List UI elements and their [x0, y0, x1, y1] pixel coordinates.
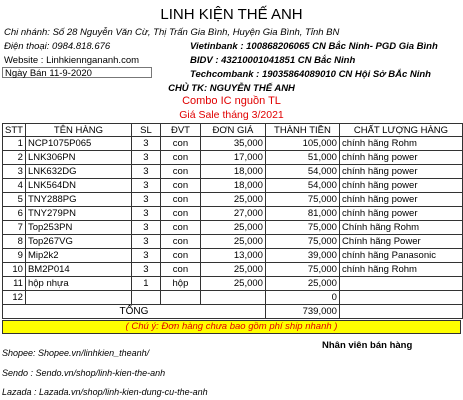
- cell-quality: chính hãng Rohm: [339, 263, 462, 277]
- sale-title: Giá Sale tháng 3/2021: [179, 109, 284, 121]
- table-row: [3, 137, 463, 151]
- cell-unit: con: [160, 207, 200, 221]
- cell-stt: 5: [3, 193, 26, 207]
- techcombank-account: Techcombank : 19035864089010 CN Hội Sở BẮc Ninh: [190, 69, 431, 80]
- cell-unit: con: [160, 137, 200, 151]
- lazada-link[interactable]: Lazada : Lazada.vn/shop/linh-kien-dung-cu-the-anh: [2, 387, 208, 397]
- cell-stt: 2: [3, 151, 26, 165]
- total-label: TỔNG: [3, 305, 266, 319]
- cell-item-name: Top253PN: [25, 221, 131, 235]
- cell-unit-price: 13,000: [200, 249, 265, 263]
- cell-qty: 1: [131, 277, 160, 291]
- cell-quality: chính hãng Rohm: [339, 137, 462, 151]
- cell-unit: hộp: [160, 277, 200, 291]
- cell-item-name: Top267VG: [25, 235, 131, 249]
- cell-qty: 3: [131, 151, 160, 165]
- shop-title: LINH KIỆN THẾ ANH: [160, 6, 303, 23]
- cell-unit-price: [200, 291, 265, 305]
- cell-unit-price: 17,000: [200, 151, 265, 165]
- cell-unit: con: [160, 235, 200, 249]
- cell-unit-price: 25,000: [200, 235, 265, 249]
- header-unit: ĐVT: [160, 124, 200, 137]
- table-row: [3, 235, 463, 249]
- sale-date: Ngày Bán 11-9-2020: [2, 67, 152, 78]
- table-row: [3, 193, 463, 207]
- cell-unit-price: 25,000: [200, 277, 265, 291]
- cell-quality: [339, 277, 462, 291]
- cell-stt: 4: [3, 179, 26, 193]
- cell-stt: 11: [3, 277, 26, 291]
- total-value: 739,000: [265, 305, 339, 319]
- cell-item-name: BM2P014: [25, 263, 131, 277]
- cell-unit-price: 25,000: [200, 221, 265, 235]
- cell-amount: 75,000: [265, 221, 339, 235]
- cell-qty: [131, 291, 160, 305]
- cell-amount: 75,000: [265, 193, 339, 207]
- cell-quality: chính hãng power: [339, 193, 462, 207]
- cell-quality: chính hãng power: [339, 151, 462, 165]
- branch-address: Chi nhánh: Số 28 Nguyễn Văn Cừ, Thị Trấn Gia Bình, Huyện Gia Bình, Tỉnh BN: [4, 27, 340, 38]
- header-item-name: TÊN HÀNG: [25, 124, 131, 137]
- cell-unit: con: [160, 179, 200, 193]
- shipping-note: ( Chú ý: Đơn hàng chưa bao gồm phí ship nhanh ): [2, 320, 461, 334]
- website: Website : Linhkienngananh.com: [4, 55, 140, 66]
- cell-item-name: TNY288PG: [25, 193, 131, 207]
- cell-unit: con: [160, 193, 200, 207]
- cell-unit-price: 27,000: [200, 207, 265, 221]
- table-row: [3, 151, 463, 165]
- combo-title: Combo IC nguồn TL: [182, 95, 281, 107]
- shopee-link[interactable]: Shopee: Shopee.vn/linhkien_theanh/: [2, 348, 150, 358]
- table-row: [3, 221, 463, 235]
- cell-qty: 3: [131, 179, 160, 193]
- cell-qty: 3: [131, 221, 160, 235]
- cell-amount: 54,000: [265, 165, 339, 179]
- cell-item-name: LNK564DN: [25, 179, 131, 193]
- cell-amount: 105,000: [265, 137, 339, 151]
- table-header-row: [3, 124, 463, 137]
- cell-stt: 9: [3, 249, 26, 263]
- cell-item-name: TNY279PN: [25, 207, 131, 221]
- header-qty: SL: [131, 124, 160, 137]
- sendo-link[interactable]: Sendo : Sendo.vn/shop/linh-kien-the-anh: [2, 368, 166, 378]
- staff-label: Nhân viên bán hàng: [322, 340, 413, 351]
- total-quality-cell: [339, 305, 462, 319]
- table-row: [3, 165, 463, 179]
- cell-quality: chính hãng power: [339, 179, 462, 193]
- table-row: [3, 277, 463, 291]
- header-stt: STT: [3, 124, 26, 137]
- cell-quality: chính hãng power: [339, 207, 462, 221]
- cell-amount: 75,000: [265, 263, 339, 277]
- table-row: [3, 263, 463, 277]
- cell-item-name: hộp nhựa: [25, 277, 131, 291]
- cell-unit: con: [160, 263, 200, 277]
- cell-qty: 3: [131, 249, 160, 263]
- cell-stt: 12: [3, 291, 26, 305]
- cell-quality: chính hãng power: [339, 165, 462, 179]
- header-amount: THÀNH TIỀN: [265, 124, 339, 137]
- cell-quality: Chính hãng Power: [339, 235, 462, 249]
- cell-unit: con: [160, 221, 200, 235]
- cell-stt: 7: [3, 221, 26, 235]
- cell-amount: 81,000: [265, 207, 339, 221]
- cell-quality: [339, 291, 462, 305]
- cell-qty: 3: [131, 165, 160, 179]
- cell-unit: con: [160, 151, 200, 165]
- cell-unit-price: 35,000: [200, 137, 265, 151]
- bidv-account: BIDV : 43210001041851 CN Bắc Ninh: [190, 55, 356, 66]
- cell-qty: 3: [131, 263, 160, 277]
- cell-amount: 51,000: [265, 151, 339, 165]
- cell-quality: Chính hãng Rohm: [339, 221, 462, 235]
- order-table: [2, 123, 463, 319]
- cell-qty: 3: [131, 235, 160, 249]
- cell-amount: 54,000: [265, 179, 339, 193]
- table-row: [3, 179, 463, 193]
- cell-unit-price: 18,000: [200, 179, 265, 193]
- cell-stt: 1: [3, 137, 26, 151]
- cell-qty: 3: [131, 137, 160, 151]
- vietinbank-account: Vietinbank : 100868206065 CN Bắc Ninh- PGD Gia Bình: [190, 41, 438, 52]
- cell-stt: 3: [3, 165, 26, 179]
- cell-quality: chính hãng Panasonic: [339, 249, 462, 263]
- cell-qty: 3: [131, 207, 160, 221]
- total-row: [3, 305, 463, 319]
- cell-unit: con: [160, 165, 200, 179]
- table-row: [3, 207, 463, 221]
- cell-item-name: [25, 291, 131, 305]
- cell-unit-price: 18,000: [200, 165, 265, 179]
- cell-item-name: LNK306PN: [25, 151, 131, 165]
- phone-number: Điện thoại: 0984.818.676: [4, 41, 111, 52]
- header-unit-price: ĐƠN GIÁ: [200, 124, 265, 137]
- cell-amount: 25,000: [265, 277, 339, 291]
- cell-stt: 8: [3, 235, 26, 249]
- cell-unit: con: [160, 249, 200, 263]
- table-row: [3, 249, 463, 263]
- cell-stt: 6: [3, 207, 26, 221]
- cell-unit: [160, 291, 200, 305]
- cell-item-name: Mip2k2: [25, 249, 131, 263]
- cell-stt: 10: [3, 263, 26, 277]
- cell-item-name: LNK632DG: [25, 165, 131, 179]
- account-owner: CHỦ TK: NGUYỄN THẾ ANH: [168, 83, 295, 94]
- cell-amount: 0: [265, 291, 339, 305]
- table-row: [3, 291, 463, 305]
- cell-unit-price: 25,000: [200, 263, 265, 277]
- cell-qty: 3: [131, 193, 160, 207]
- header-quality: CHẤT LƯỢNG HÀNG: [339, 124, 462, 137]
- cell-amount: 75,000: [265, 235, 339, 249]
- cell-item-name: NCP1075P065: [25, 137, 131, 151]
- cell-amount: 39,000: [265, 249, 339, 263]
- cell-unit-price: 25,000: [200, 193, 265, 207]
